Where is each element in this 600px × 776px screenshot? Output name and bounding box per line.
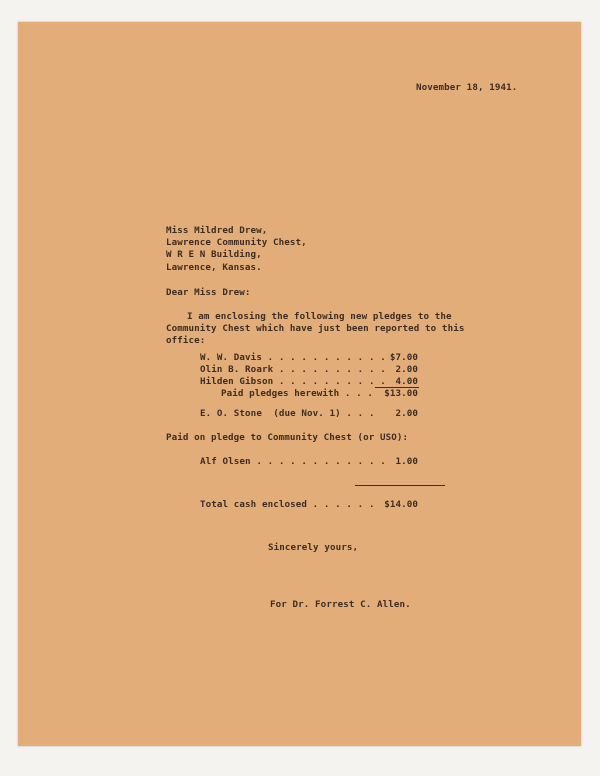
body-line-2: Community Chest which have just been reported to this [166, 323, 465, 334]
pledge-name: Hilden Gibson . . . . . . . . . . [200, 376, 386, 387]
body-line-3: office: [166, 335, 206, 346]
subtotal-label: Paid pledges herewith . . . [221, 388, 374, 399]
subtotal-amount: $13.00 [384, 388, 418, 399]
total-label: Total cash enclosed . . . . . . [200, 499, 375, 510]
total-rule [355, 485, 445, 486]
pledge-amount: $7.00 [389, 352, 418, 363]
olsen-amount: 1.00 [395, 456, 418, 467]
closing: Sincerely yours, [268, 542, 359, 553]
stone-pledge-label: E. O. Stone (due Nov. 1) . . . [200, 408, 375, 419]
recipient-building: W R E N Building, [166, 249, 262, 260]
pledge-amount: 2.00 [395, 364, 418, 375]
recipient-name: Miss Mildred Drew, [166, 225, 268, 236]
recipient-org: Lawrence Community Chest, [166, 237, 307, 248]
signature-line: For Dr. Forrest C. Allen. [270, 599, 411, 610]
letter-page [18, 22, 581, 746]
total-amount: $14.00 [384, 499, 418, 510]
pledge-amount: 4.00 [395, 376, 418, 387]
letter-date: November 18, 1941. [416, 82, 518, 93]
stone-pledge-amount: 2.00 [395, 408, 418, 419]
body-line-1: I am enclosing the following new pledges to the [187, 311, 452, 322]
section-heading: Paid on pledge to Community Chest (or USO): [166, 432, 409, 443]
pledge-name: W. W. Davis . . . . . . . . . . . [200, 352, 386, 363]
salutation: Dear Miss Drew: [166, 287, 251, 298]
recipient-city: Lawrence, Kansas. [166, 262, 262, 273]
pledge-name: Olin B. Roark . . . . . . . . . . [200, 364, 386, 375]
olsen-label: Alf Olsen . . . . . . . . . . . . [200, 456, 386, 467]
